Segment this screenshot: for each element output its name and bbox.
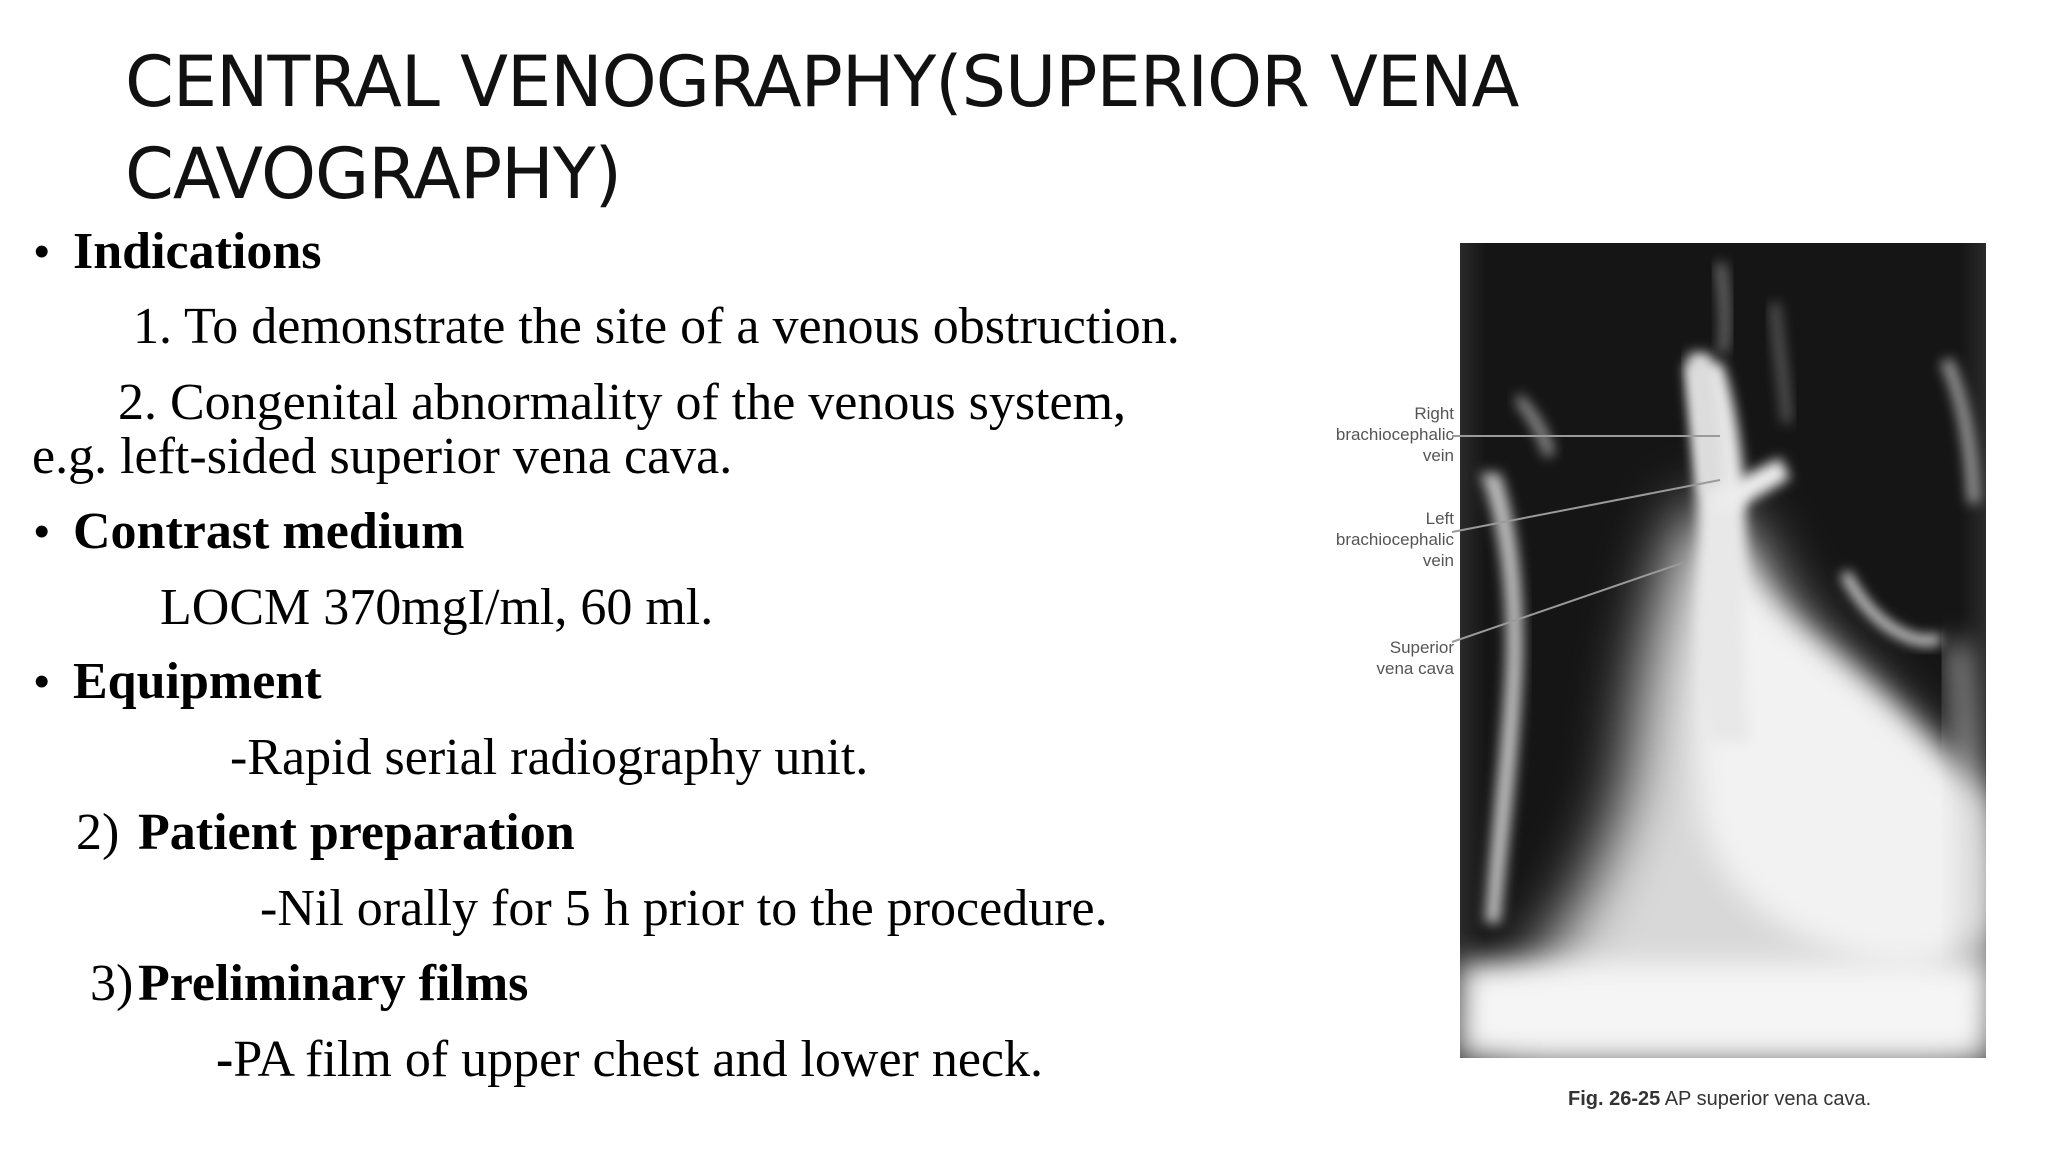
label-svc-line2: vena cava [1376, 659, 1454, 678]
label-right-line2: brachiocephalic [1335, 425, 1454, 444]
label-left-line2: brachiocephalic [1335, 530, 1454, 549]
figure-number: Fig. 26-25 [1568, 1088, 1661, 1110]
prelim-value: PA film of upper chest and lower neck. [233, 1031, 1044, 1088]
figure-caption [1568, 1088, 1871, 1111]
contrast-value: LOCM 370mgI/ml, 60 ml. [160, 579, 714, 636]
figure-caption-text: AP superior vena cava. [1664, 1088, 1872, 1110]
patient-prep-value: -Nil orally for 5 h prior to the procedure. [260, 880, 1108, 937]
contrast-heading: Contrast medium [73, 503, 465, 560]
prelim-dash: - [216, 1031, 234, 1088]
label-left-brachiocephalic [1284, 508, 1454, 571]
prelim-number: 3) [90, 955, 134, 1012]
label-svc-line1: Superior [1389, 638, 1454, 657]
prelim-value-line [216, 1030, 1043, 1090]
prelim-heading: Preliminary films [138, 955, 529, 1012]
leader-left-brachiocephalic [1452, 480, 1720, 532]
label-left-line1: Left [1425, 509, 1454, 528]
patient-prep-number: 2) [76, 804, 120, 861]
label-left-line3: vein [1422, 551, 1454, 570]
equipment-value: -Rapid serial radiography unit. [230, 729, 869, 786]
label-right-line3: vein [1422, 446, 1454, 465]
patient-prep-heading: Patient preparation [138, 804, 575, 861]
bullet-contrast: • [34, 507, 50, 556]
indications-heading: Indications [73, 223, 322, 280]
bullet-equipment: • [34, 657, 50, 706]
label-right-brachiocephalic [1284, 403, 1454, 466]
label-superior-vena-cava [1284, 637, 1454, 679]
slide-title: CENTRAL VENOGRAPHY(SUPERIOR VENA CAVOGRAPHY) [125, 41, 1519, 215]
leader-superior-vena-cava [1452, 562, 1685, 642]
label-right-line1: Right [1414, 404, 1454, 423]
indication-1: 1. To demonstrate the site of a venous obstruction. [133, 298, 1180, 355]
indication-2-line1: 2. Congenital abnormality of the venous system, [118, 374, 1127, 431]
indication-2-line2: e.g. left-sided superior vena cava. [32, 428, 733, 485]
bullet-indications: • [34, 227, 50, 276]
equipment-heading: Equipment [73, 653, 322, 710]
